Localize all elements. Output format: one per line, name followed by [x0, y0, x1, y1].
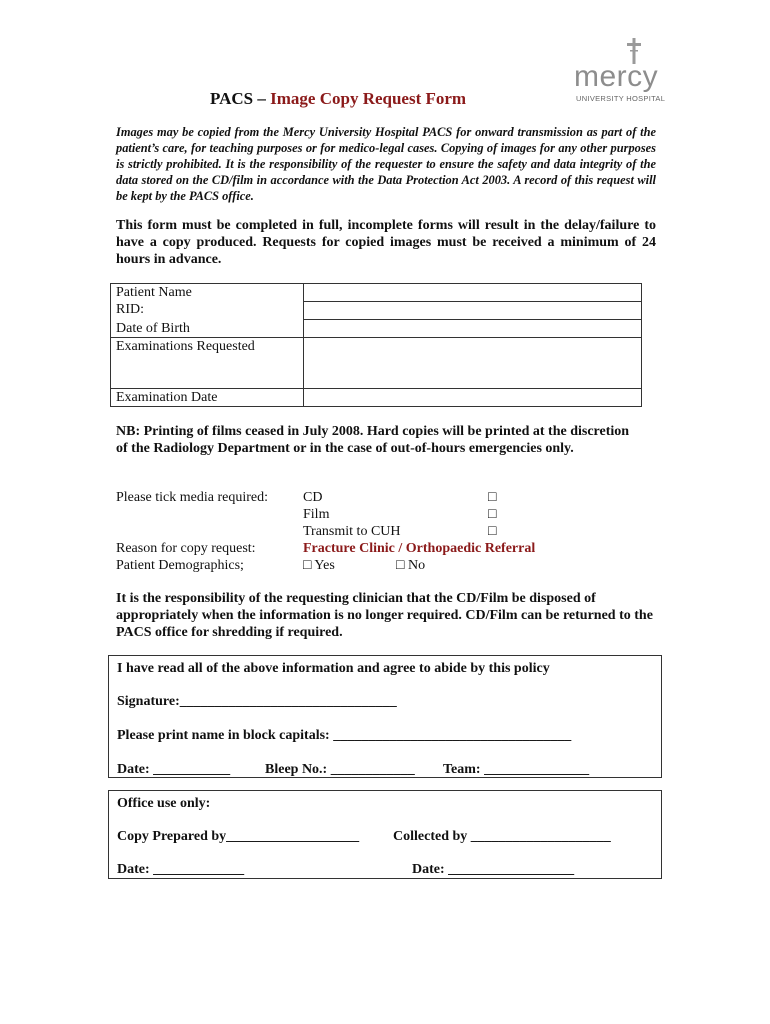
media-option-film: Film: [303, 507, 330, 522]
exams-label: Examinations Requested: [111, 337, 304, 388]
title-prefix: PACS –: [210, 89, 271, 108]
agreement-statement: I have read all of the above information and agree to abide by this policy: [117, 661, 550, 676]
media-option-transmit: Transmit to CUH: [303, 524, 401, 539]
page-title: [210, 89, 466, 109]
demographics-yes-checkbox[interactable]: □ Yes: [303, 558, 335, 573]
media-label: Please tick media required:: [116, 490, 268, 505]
patient-name-rid-cells: [304, 284, 642, 320]
logo-subtitle: UNIVERSITY HOSPITAL: [576, 94, 666, 103]
demographics-label: Patient Demographics;: [116, 558, 244, 573]
collected-by-field[interactable]: Collected by ____________________: [393, 829, 611, 844]
team-field[interactable]: Team: _______________: [443, 762, 590, 777]
office-date-field-1[interactable]: Date: _____________: [117, 862, 245, 877]
rid-label: RID:: [116, 302, 144, 317]
table-row: [111, 284, 642, 320]
copy-prepared-field[interactable]: Copy Prepared by___________________: [117, 829, 360, 844]
demographics-no-checkbox[interactable]: □ No: [396, 558, 426, 573]
table-row: [111, 388, 642, 406]
patient-info-table: [110, 283, 642, 407]
agreement-box: [108, 655, 662, 778]
checkbox-transmit[interactable]: □: [488, 524, 497, 539]
signature-field[interactable]: Signature:_______________________________: [117, 694, 397, 709]
disposal-responsibility: It is the responsibility of the requesting clinician that the CD/Film be disposed of appropriately when the information is no longer required. CD/Film can be returned to the PACS office for shredding if required.: [116, 591, 653, 640]
rid-field[interactable]: [304, 302, 641, 319]
nb-note: NB: Printing of films ceased in July 2008. Hard copies will be printed at the discretion of the Radiology Department or in the case of out-of-hours emergencies only.: [116, 424, 630, 456]
exam-date-field[interactable]: [304, 388, 642, 406]
office-use-heading: Office use only:: [117, 796, 211, 811]
dob-field[interactable]: [304, 320, 642, 338]
patient-name-field[interactable]: [304, 284, 641, 302]
logo-wordmark: mercy: [574, 60, 659, 93]
agreement-date-field[interactable]: Date: ___________: [117, 762, 231, 777]
office-use-box: [108, 790, 662, 879]
table-row: [111, 337, 642, 388]
dob-label: Date of Birth: [111, 320, 304, 338]
patient-name-label: Patient Name RID:: [111, 284, 304, 320]
table-row: [111, 320, 642, 338]
bleep-field[interactable]: Bleep No.: ____________: [265, 762, 415, 777]
office-date-field-2[interactable]: Date: __________________: [412, 862, 575, 877]
checkbox-cd[interactable]: □: [488, 490, 497, 505]
title-main: Image Copy Request Form: [270, 89, 467, 108]
reason-label: Reason for copy request:: [116, 541, 256, 556]
media-option-cd: CD: [303, 490, 323, 505]
intro-paragraph: Images may be copied from the Mercy University Hospital PACS for onward transmission as part of the patient’s care, for teaching purposes or for medico-legal cases. Copying of images for any other purposes is strictly prohibited. It is the responsibility of the requester to ensure the safety and data integrity of the data stored on the CD/film in accordance with the Data Protection Act 2003. A record of this request will be kept by the PACS office.: [116, 125, 656, 203]
print-name-field[interactable]: Please print name in block capitals: __________________________________: [117, 728, 572, 743]
exam-date-label: Examination Date: [111, 388, 304, 406]
reason-value: Fracture Clinic / Orthopaedic Referral: [303, 541, 536, 556]
completion-warning: This form must be completed in full, incomplete forms will result in the delay/failure to have a copy produced. Requests for copied images must be received a minimum of 24 hours in advance.: [116, 218, 656, 267]
hospital-logo: [572, 38, 672, 108]
exams-field[interactable]: [304, 337, 642, 388]
checkbox-film[interactable]: □: [488, 507, 497, 522]
